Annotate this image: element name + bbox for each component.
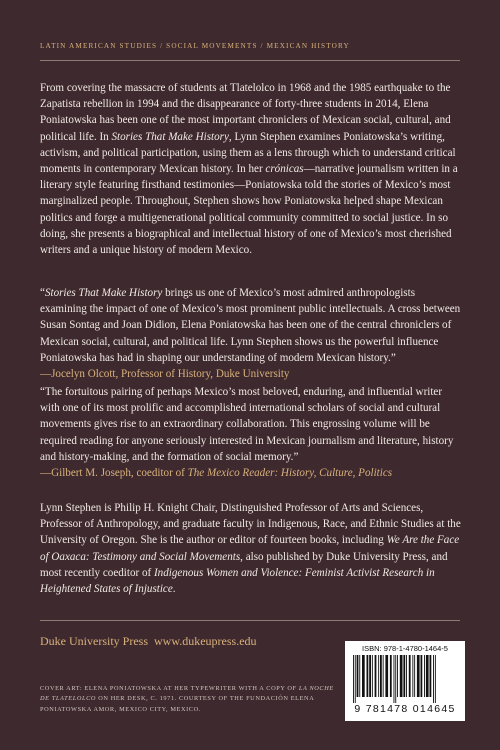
author-bio-text-1: Lynn Stephen is Philip H. Knight Chair, Distinguished Professor of Arts and Sciences, Professor of Anthropology, and graduate faculty in Indigenous, Race, and Ethnic Studies at the University of Oregon. She is the author or editor of fourteen books, including xyxy=(40,502,461,547)
cover-credit-text-2: ON HER DESK, C. 1971. COURTESY OF THE FUNDACIÓN ELENA PONIATOWSKA AMOR, MEXICO CITY, MEXICO. xyxy=(40,695,315,713)
author-bio-book-2: Indigenous Women and Violence: Feminist Activist Research in Heightened States of Injustice xyxy=(40,566,435,596)
publisher-line xyxy=(40,634,257,649)
blurb-olcott-attribution: —Jocelyn Olcott, Professor of History, Duke University xyxy=(40,368,290,381)
description-cronicas: crónicas xyxy=(265,163,304,176)
category-line: LATIN AMERICAN STUDIES / SOCIAL MOVEMENTS / MEXICAN HISTORY xyxy=(40,42,350,50)
blurb-joseph-attribution-prefix: —Gilbert M. Joseph, coeditor of xyxy=(40,467,188,480)
publisher-name: Duke University Press xyxy=(40,634,148,648)
description-text-3: —narrative journalism written in a literary style featuring firsthand testimonies—Poniatowska told the stories of Mexico’s most marginalized people. Throughout, Stephen shows how Poniatowska helped shape Mexican politics and forge a multigenerational political community committed to social justice. In so doing, she presents a biographical and intellectual history of one of Mexico’s most cherished writers and a unique history of modern Mexico. xyxy=(40,163,458,257)
blurb-olcott-book-title: Stories That Make History xyxy=(44,287,163,299)
description-text-1: From covering the massacre of students at Tlatelolco in 1968 and the 1985 earthquake to the Zapatista rebellion in 1994 and the disappearance of forty-three students in 2014, Elena Poniatowska has been one of the most important chroniclers of Mexican social, cultural, and political life. In xyxy=(40,82,451,143)
blurb-olcott-open-quote: “ xyxy=(40,287,45,299)
blurb-olcott-text: brings us one of Mexico’s most admired anthropologists examining the impact of one of Mexico’s most prominent public intellectuals. A cross between Susan Sontag and Joan Didion, Elena Poniatowska has been one of the central chroniclers of Mexican social, cultural, and political life. Lynn Stephen shows us the powerful influence Poniatowska has had in shaping our understanding of modern Mexican history.” xyxy=(40,287,461,364)
blurb-joseph-attribution xyxy=(40,467,392,479)
barcode-box xyxy=(345,641,465,721)
author-bio-book-1: We Are the Face of Oaxaca: Testimony and Social Movements xyxy=(40,534,460,563)
description-text-2: , Lynn Stephen examines Poniatowska’s writing, activism, and political participation, using them as a lens through which to understand critical moments in contemporary Mexican history. In her xyxy=(40,130,456,176)
isbn-label: ISBN: 978-1-4780-1464-5 xyxy=(362,644,448,653)
author-bio xyxy=(40,500,462,597)
barcode-digits: 9 781478 014645 xyxy=(354,703,456,715)
blurb-joseph xyxy=(40,384,462,481)
top-divider xyxy=(40,60,460,61)
author-bio-text-3: . xyxy=(172,583,176,596)
description-paragraph xyxy=(40,80,462,258)
description-book-title: Stories That Make History xyxy=(111,130,229,143)
cover-art-credit xyxy=(40,684,340,715)
barcode-icon xyxy=(351,655,459,703)
publisher-url: www.dukeupress.edu xyxy=(154,634,257,648)
cover-credit-italic: LA NOCHE DE TLATELOLCO xyxy=(40,685,334,703)
bottom-divider xyxy=(40,620,460,621)
blurb-joseph-text: “The fortuitous pairing of perhaps Mexico’s most beloved, enduring, and influential writer with one of its most prolific and accomplished international scholars of social and cultural movements gives rise to an extraordinary collaboration. This engrossing volume will be required reading for anyone seriously interested in Mexican journalism and literature, history and history-making, and the formation of social memory.” xyxy=(40,386,454,463)
cover-credit-text-1: COVER ART: ELENA PONIATOWSKA AT HER TYPEWRITER WITH A COPY OF xyxy=(40,685,299,692)
blurb-olcott xyxy=(40,285,462,382)
blurb-joseph-attribution-book: The Mexico Reader: History, Culture, Politics xyxy=(187,467,393,480)
author-bio-text-2: , also published by Duke University Press, and most recently coeditor of xyxy=(40,550,448,579)
